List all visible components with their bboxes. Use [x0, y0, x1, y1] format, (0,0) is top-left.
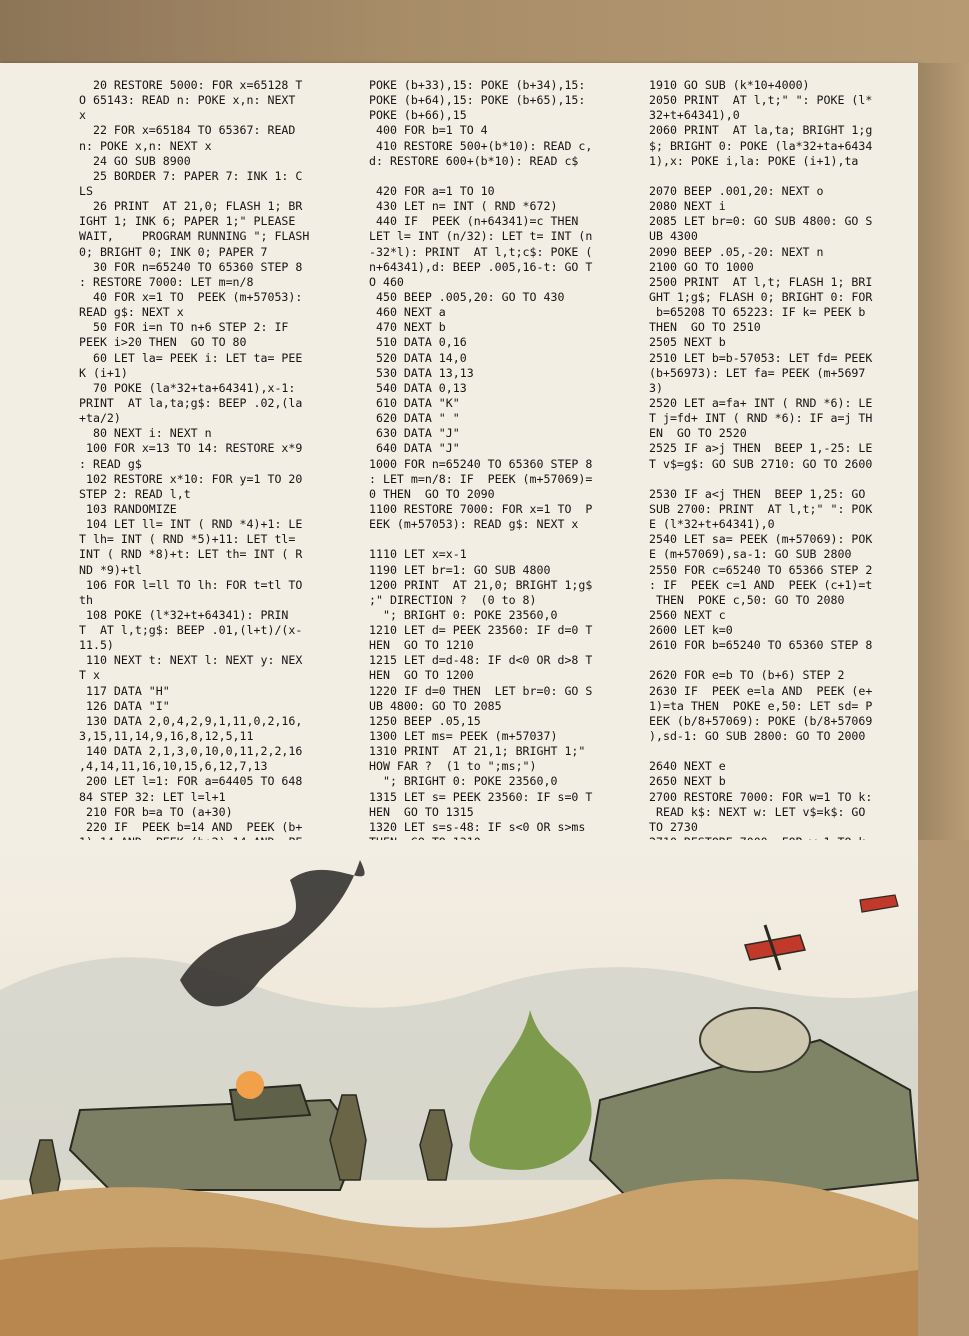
code-line: 1215 LET d=d-48: IF d<0 OR d>8 T [369, 653, 593, 668]
code-line: LET l= INT (n/32): LET t= INT (n [369, 229, 593, 244]
code-line: 610 DATA "K" [369, 395, 460, 410]
code-line: 410 RESTORE 500+(b*10): READ c, [369, 138, 593, 153]
code-line: IGHT 1; INK 6; PAPER 1;" PLEASE [79, 214, 296, 229]
code-line: 108 POKE (l*32+t+64341): PRIN [79, 607, 289, 622]
code-line: : IF PEEK c=1 AND PEEK (c+1)=t [649, 577, 873, 592]
code-line: 2510 LET b=b-57053: LET fd= PEEK [649, 350, 873, 365]
code-line: 440 IF PEEK (n+64341)=c THEN [369, 214, 579, 229]
code-line: O 460 [369, 274, 404, 289]
code-line: -32*l): PRINT AT l,t;c$: POKE ( [369, 244, 593, 259]
code-line: 2700 RESTORE 7000: FOR w=1 TO k: [649, 789, 873, 804]
code-line: ,4,14,11,16,10,15,6,12,7,13 [79, 759, 268, 774]
battlefield-illustration [0, 840, 969, 1336]
code-line: 80 NEXT i: NEXT n [79, 426, 212, 441]
code-line: LS [79, 183, 93, 198]
code-line: POKE (b+64),15: POKE (b+65),15: [369, 93, 586, 108]
code-line: 540 DATA 0,13 [369, 380, 467, 395]
code-line: 1190 LET br=1: GO SUB 4800 [369, 562, 551, 577]
code-line: THEN GO TO 2510 [649, 320, 761, 335]
code-line: 102 RESTORE x*10: FOR y=1 TO 20 [79, 471, 303, 486]
code-line: 70 POKE (la*32+ta+64341),x-1: [79, 380, 296, 395]
code-line: UB 4800: GO TO 2085 [369, 698, 502, 713]
code-line: 1300 LET ms= PEEK (m+57037) [369, 729, 558, 744]
code-line: READ k$: NEXT w: LET v$=k$: GO [649, 804, 866, 819]
code-line: 0; BRIGHT 0; INK 0; PAPER 7 [79, 244, 268, 259]
code-line [649, 472, 917, 487]
code-line: 3,15,11,14,9,16,8,12,5,11 [79, 729, 254, 744]
code-line: n: POKE x,n: NEXT x [79, 138, 212, 153]
code-line: 1),x: POKE i,la: POKE (i+1),ta [649, 153, 859, 168]
code-line: 1315 LET s= PEEK 23560: IF s=0 T [369, 789, 593, 804]
code-line: d: RESTORE 600+(b*10): READ c$ [369, 153, 579, 168]
code-line: 24 GO SUB 8900 [79, 153, 191, 168]
code-line: T x [79, 668, 100, 683]
code-line: UB 4300 [649, 229, 698, 244]
code-line: 2050 PRINT AT l,t;" ": POKE (l* [649, 93, 873, 108]
code-line: 104 LET ll= INT ( RND *4)+1: LE [79, 517, 303, 532]
code-line: 2530 IF a<j THEN BEEP 1,25: GO [649, 486, 866, 501]
code-line: 200 LET l=1: FOR a=64405 TO 648 [79, 774, 303, 789]
code-line: 84 STEP 32: LET l=l+1 [79, 789, 226, 804]
code-line: 1100 RESTORE 7000: FOR x=1 TO P [369, 501, 593, 516]
code-line: 210 FOR b=a TO (a+30) [79, 804, 233, 819]
code-line: 130 DATA 2,0,4,2,9,1,11,0,2,16, [79, 713, 303, 728]
code-line: 640 DATA "J" [369, 441, 460, 456]
code-line: T lh= INT ( RND *5)+11: LET tl= [79, 532, 296, 547]
code-line: EN GO TO 2520 [649, 426, 747, 441]
code-line: 1320 LET s=s-48: IF s<0 OR s>ms [369, 819, 586, 834]
code-line: 1110 LET x=x-1 [369, 547, 467, 562]
code-line: 2560 NEXT c [649, 607, 726, 622]
code-line: 1220 IF d=0 THEN LET br=0: GO S [369, 683, 593, 698]
code-line: x [79, 108, 86, 123]
code-line: 2100 GO TO 1000 [649, 259, 754, 274]
code-line: 1310 PRINT AT 21,1; BRIGHT 1;" [369, 744, 586, 759]
code-line: $; BRIGHT 0: POKE (la*32+ta+6434 [649, 138, 873, 153]
code-line: th [79, 592, 93, 607]
code-line: 620 DATA " " [369, 411, 460, 426]
code-line: : LET m=n/8: IF PEEK (m+57069)= [369, 471, 593, 486]
code-line: 32+t+64341),0 [649, 108, 740, 123]
code-line: 2630 IF PEEK e=la AND PEEK (e+ [649, 683, 873, 698]
code-line: O 65143: READ n: POKE x,n: NEXT [79, 93, 296, 108]
code-line: HEN GO TO 1315 [369, 804, 474, 819]
code-line: : READ g$ [79, 456, 142, 471]
code-line: K (i+1) [79, 365, 128, 380]
code-line: EEK (m+57053): READ g$: NEXT x [369, 517, 579, 532]
code-line: : RESTORE 7000: LET m=n/8 [79, 274, 254, 289]
code-line: E (m+57069),sa-1: GO SUB 2800 [649, 547, 852, 562]
code-line: 1)=ta THEN POKE e,50: LET sd= P [649, 698, 873, 713]
code-line: 26 PRINT AT 21,0; FLASH 1; BR [79, 199, 303, 214]
code-line: 22 FOR x=65184 TO 65367: READ [79, 123, 296, 138]
code-line: 110 NEXT t: NEXT l: NEXT y: NEX [79, 653, 303, 668]
code-line: 100 FOR x=13 TO 14: RESTORE x*9 [79, 441, 303, 456]
code-line: 2550 FOR c=65240 TO 65366 STEP 2 [649, 562, 873, 577]
code-line: E (l*32+t+64341),0 [649, 517, 775, 532]
code-line [369, 532, 645, 547]
code-line: +ta/2) [79, 411, 121, 426]
code-line: "; BRIGHT 0: POKE 23560,0 [369, 607, 558, 622]
code-line: 50 FOR i=n TO n+6 STEP 2: IF [79, 320, 289, 335]
code-line: 460 NEXT a [369, 305, 446, 320]
code-line: 2525 IF a>j THEN BEEP 1,-25: LE [649, 441, 873, 456]
code-line: READ g$: NEXT x [79, 305, 184, 320]
code-line: 2070 BEEP .001,20: NEXT o [649, 183, 824, 198]
code-line: 2650 NEXT b [649, 774, 726, 789]
code-line: 11.5) [79, 638, 114, 653]
code-line: 2090 BEEP .05,-20: NEXT n [649, 244, 824, 259]
code-line: 2505 NEXT b [649, 335, 726, 350]
code-line: 2085 LET br=0: GO SUB 4800: GO S [649, 214, 873, 229]
code-line: 530 DATA 13,13 [369, 365, 474, 380]
code-line: 1000 FOR n=65240 TO 65360 STEP 8 [369, 456, 593, 471]
code-line: ND *9)+tl [79, 562, 142, 577]
code-line: 140 DATA 2,1,3,0,10,0,11,2,2,16 [79, 744, 303, 759]
code-line: INT ( RND *8)+t: LET th= INT ( R [79, 547, 303, 562]
code-line: 2640 NEXT e [649, 759, 726, 774]
code-line: 25 BORDER 7: PAPER 7: INK 1: C [79, 168, 303, 183]
code-line: 420 FOR a=1 TO 10 [369, 183, 495, 198]
code-line: 2080 NEXT i [649, 199, 726, 214]
code-line: 1250 BEEP .05,15 [369, 713, 481, 728]
code-line: 220 IF PEEK b=14 AND PEEK (b+ [79, 819, 303, 834]
code-line: 117 DATA "H" [79, 683, 170, 698]
code-line: 510 DATA 0,16 [369, 335, 467, 350]
code-line [649, 744, 917, 759]
code-line: THEN POKE c,50: GO TO 2080 [649, 592, 845, 607]
code-line: b=65208 TO 65223: IF k= PEEK b [649, 305, 866, 320]
code-line [649, 169, 917, 184]
code-line: 400 FOR b=1 TO 4 [369, 123, 488, 138]
code-line [369, 169, 645, 184]
code-line: HEN GO TO 1210 [369, 638, 474, 653]
code-line: 106 FOR l=ll TO lh: FOR t=tl TO [79, 577, 303, 592]
code-line: 2540 LET sa= PEEK (m+57069): POK [649, 532, 873, 547]
code-line: 2520 LET a=fa+ INT ( RND *6): LE [649, 395, 873, 410]
code-line: "; BRIGHT 0: POKE 23560,0 [369, 774, 558, 789]
code-line: T j=fd+ INT ( RND *6): IF a=j TH [649, 411, 873, 426]
code-line: 1210 LET d= PEEK 23560: IF d=0 T [369, 623, 593, 638]
code-line: WAIT, PROGRAM RUNNING "; FLASH [79, 229, 310, 244]
code-line: 1910 GO SUB (k*10+4000) [649, 78, 810, 92]
code-line: SUB 2700: PRINT AT l,t;" ": POK [649, 501, 873, 516]
code-line: 2620 FOR e=b TO (b+6) STEP 2 [649, 668, 845, 683]
code-line: STEP 2: READ l,t [79, 486, 191, 501]
code-line: 2610 FOR b=65240 TO 65360 STEP 8 [649, 638, 873, 653]
code-line: 2060 PRINT AT la,ta; BRIGHT 1;g [649, 123, 873, 138]
code-line: 60 LET la= PEEK i: LET ta= PEE [79, 350, 303, 365]
code-line: 630 DATA "J" [369, 426, 460, 441]
code-line: 520 DATA 14,0 [369, 350, 467, 365]
code-line: 3) [649, 380, 663, 395]
code-line: EEK (b/8+57069): POKE (b/8+57069 [649, 713, 873, 728]
code-line: 2500 PRINT AT l,t; FLASH 1; BRI [649, 274, 873, 289]
code-line: 470 NEXT b [369, 320, 446, 335]
code-line: 450 BEEP .005,20: GO TO 430 [369, 289, 565, 304]
code-line: 2600 LET k=0 [649, 623, 733, 638]
code-line: HEN GO TO 1200 [369, 668, 474, 683]
code-line: POKE (b+33),15: POKE (b+34),15: [369, 78, 586, 92]
code-line: 103 RANDOMIZE [79, 501, 177, 516]
code-line: GHT 1;g$; FLASH 0; BRIGHT 0: FOR [649, 289, 873, 304]
code-line: 20 RESTORE 5000: FOR x=65128 T [79, 78, 303, 92]
code-line: 430 LET n= INT ( RND *672) [369, 199, 558, 214]
code-line: ),sd-1: GO SUB 2800: GO TO 2000 [649, 729, 866, 744]
code-line: 1200 PRINT AT 21,0; BRIGHT 1;g$ [369, 577, 593, 592]
code-line: POKE (b+66),15 [369, 108, 467, 123]
code-line: PEEK i>20 THEN GO TO 80 [79, 335, 247, 350]
code-line: HOW FAR ? (1 to ";ms;") [369, 759, 537, 774]
code-line: 0 THEN GO TO 2090 [369, 486, 495, 501]
code-line: 40 FOR x=1 TO PEEK (m+57053): [79, 289, 303, 304]
code-line: (b+56973): LET fa= PEEK (m+5697 [649, 365, 866, 380]
code-line: TO 2730 [649, 819, 698, 834]
code-line: n+64341),d: BEEP .005,16-t: GO T [369, 259, 593, 274]
code-line [649, 653, 917, 668]
code-line: 30 FOR n=65240 TO 65360 STEP 8 [79, 259, 303, 274]
code-line: PRINT AT la,ta;g$: BEEP .02,(la [79, 395, 303, 410]
code-line: ;" DIRECTION ? (0 to 8) [369, 592, 537, 607]
code-line: T v$=g$: GO SUB 2710: GO TO 2600 [649, 456, 873, 471]
code-line: 126 DATA "I" [79, 698, 170, 713]
code-line: T AT l,t;g$: BEEP .01,(l+t)/(x- [79, 623, 303, 638]
